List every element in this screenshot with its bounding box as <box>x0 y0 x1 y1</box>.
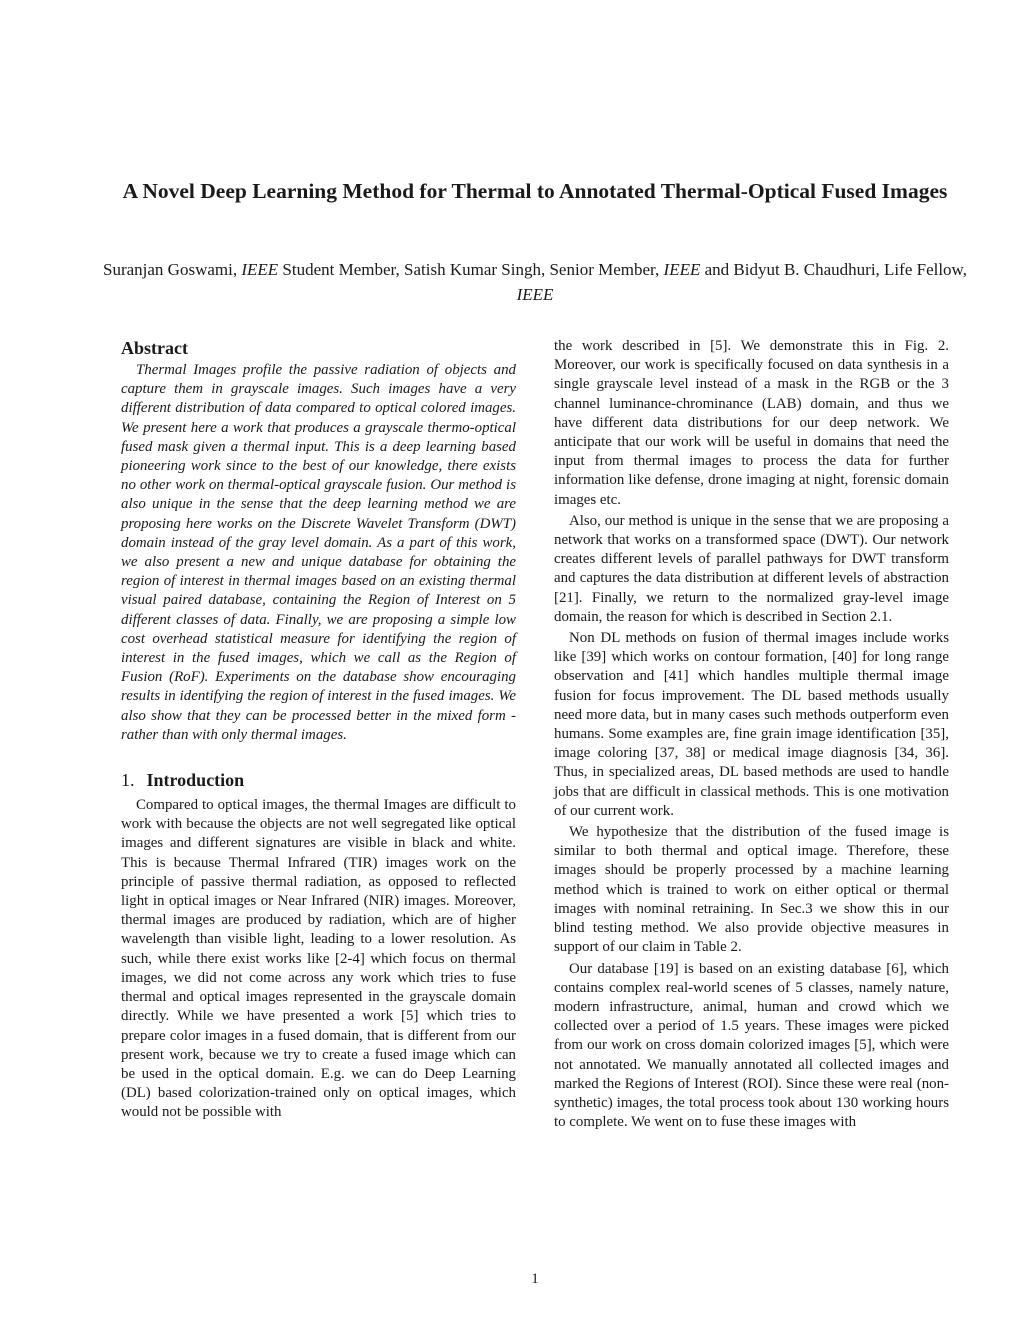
page-number: 1 <box>531 1271 539 1287</box>
author-part: Student Member, Satish Kumar Singh, Senior Member, <box>278 260 664 279</box>
intro-paragraph: Also, our method is unique in the sense that we are proposing a network that works on a transformed space (DWT). Our network creates different levels of parallel pathways for DWT transform and captures the data distribution at different levels of abstraction [21]. Finally, we return to the normalized gray-level image domain, the reason for which is described in Section 2.1. <box>554 512 949 625</box>
author-line <box>90 257 980 307</box>
abstract-heading: Abstract <box>121 338 188 358</box>
section-number: 1. <box>121 770 135 791</box>
author-part: Suranjan Goswami, <box>103 260 242 279</box>
author-part: and Bidyut B. Chaudhuri, Life Fellow, <box>700 260 967 279</box>
author-part: IEEE <box>241 260 279 279</box>
intro-paragraph: Non DL methods on fusion of thermal images include works like [39] which works on contour formation, [40] for long range observation and [41] which handles multiple thermal image fusion for focus improvement. The DL based methods usually need more data, but in many cases such methods outperform even humans. Some examples are, fine grain image identification [35], image coloring [37, 38] or medical image diagnosis [34, 36]. Thus, in specialized areas, DL based methods are used to handle jobs that are difficult in classical methods. This is one motivation of our current work. <box>554 630 949 819</box>
introduction-heading <box>121 768 516 792</box>
intro-paragraph: Compared to optical images, the thermal Images are difficult to work with because the objects are not well segregated like optical images and different signatures are visible in black and white. This is because Thermal Infrared (TIR) images work on the principle of passive thermal radiation, as opposed to reflected light in optical images or Near Infrared (NIR) images. Moreover, thermal images are produced by radiation, which are of higher wavelength than visible light, leading to a lower resolution. As such, while there exist works like [2-4] which focus on thermal images, we did not come across any work which tries to fuse thermal and optical images represented in the grayscale domain directly. While we have presented a work [5] which tries to prepare color images in a fused domain, that is different from our present work, because we try to create a fused image which can be used in the optical domain. E.g. we can do Deep Learning (DL) based colorization-trained only on optical images, which would not be possible with <box>121 797 516 1121</box>
author-part: IEEE <box>663 260 701 279</box>
paper-title: A Novel Deep Learning Method for Thermal to Annotated Thermal-Optical Fused Images <box>122 179 948 203</box>
left-column <box>121 337 516 1123</box>
intro-paragraph: Our database [19] is based on an existing database [6], which contains complex real-world scenes of 5 classes, namely nature, modern infrastructure, animal, human and crowd which we collected over a period of 1.5 years. These images were picked from our work on cross domain colorized images [5], which were not annotated. We manually annotated all collected images and marked the Regions of Interest (ROI). Since these were real (non-synthetic) images, the total process took about 130 working hours to complete. We went on to fuse these images with <box>554 960 949 1131</box>
right-column <box>554 337 949 1132</box>
abstract-text: Thermal Images profile the passive radiation of objects and capture them in grayscale images. Such images have a very different distribution of data compared to optical colored images. We present here a work that produces a grayscale thermo-optical fused mask given a thermal input. This is a deep learning based pioneering work since to the best of our knowledge, there exists no other work on thermal-optical grayscale fusion. Our method is also unique in the sense that the deep learning method we are proposing here works on the Discrete Wavelet Transform (DWT) domain instead of the gray level domain. As a part of this work, we also present a new and unique database for obtaining the region of interest in thermal images based on an existing thermal visual paired database, containing the Region of Interest on 5 different classes of data. Finally, we are proposing a simple low cost overhead statistical measure for identifying the region of interest in the fused images, which we call as the Region of Fusion (RoF). Experiments on the database show encouraging results in identifying the region of interest in the fused images. We also show that they can be processed better in the mixed form -rather than with only thermal images. <box>121 362 516 743</box>
author-part: IEEE <box>516 285 554 304</box>
intro-paragraph-continued: the work described in [5]. We demonstrate this in Fig. 2. Moreover, our work is specifically focused on data synthesis in a single grayscale level instead of a mask in the RGB or the 3 channel luminance-chrominance (LAB) domain, and thus we have different data distributions for our deep network. We anticipate that our work will be useful in domains that need the input from thermal images to process the data for further information like defense, drone imaging at night, forensic domain images etc. <box>554 338 949 508</box>
intro-paragraph: We hypothesize that the distribution of the fused image is similar to both thermal and optical image. Therefore, these images should be properly processed by a machine learning method which is trained to work on either optical or thermal images with nominal retraining. In Sec.3 we show this in our blind testing method. We also provide objective measures in support of our claim in Table 2. <box>554 824 949 956</box>
section-title: Introduction <box>146 770 245 791</box>
